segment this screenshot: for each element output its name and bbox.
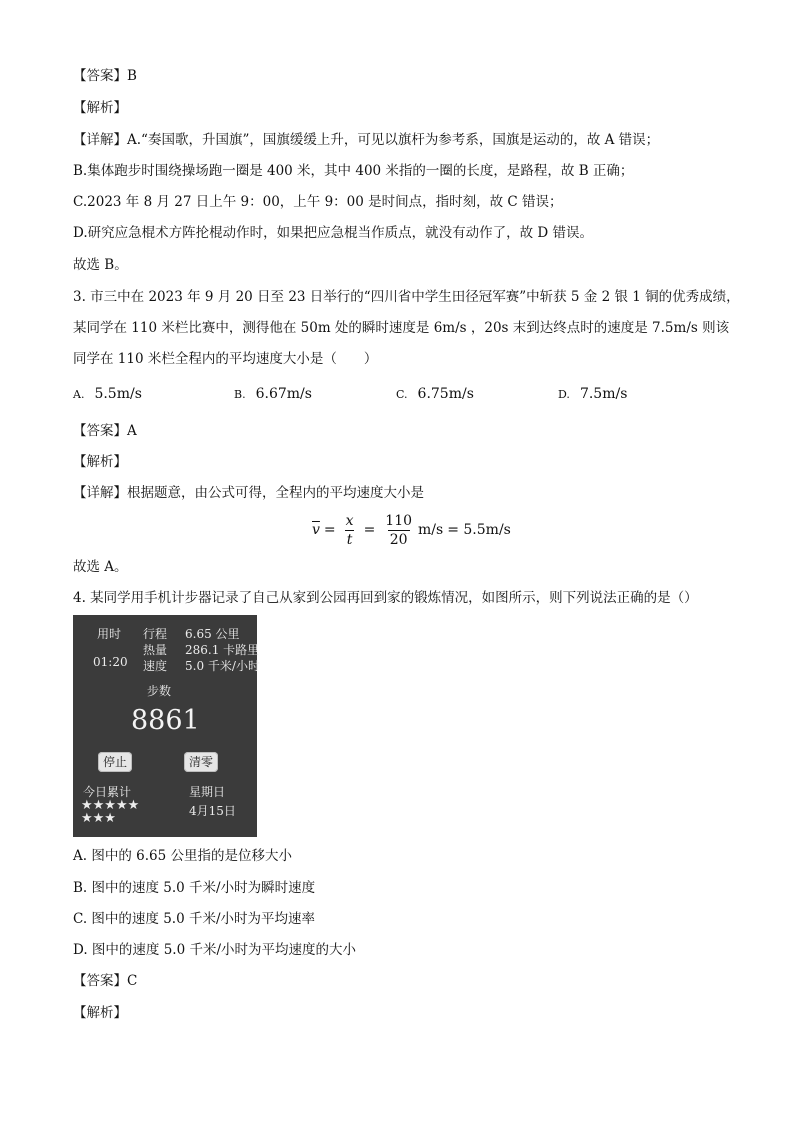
- q3-analysis-tag: 【解析】: [73, 454, 127, 470]
- q3-option-b: B. 6.67m/s: [234, 386, 312, 402]
- q3-stem-line-2: 某同学在 110 米栏比赛中，测得他在 50m 处的瞬时速度是 6m/s ，20s 末到达终点时的速度是 7.5m/s 则该: [73, 320, 730, 336]
- steps-label: 步数: [147, 684, 172, 698]
- formula-fraction-values: $\frac{110}{20}$: [385, 512, 413, 548]
- stars-row-2: ★★★: [81, 811, 116, 826]
- q3-conclusion: 故选 A。: [73, 559, 128, 575]
- heat-label: 热量: [143, 643, 168, 657]
- distance-label: 行程: [143, 627, 168, 641]
- q4-option-c: C. 图中的速度 5.0 千米/小时为平均速率: [73, 911, 316, 927]
- speed-value: 5.0 千米/小时: [185, 659, 260, 673]
- detail-tag: 【详解】: [73, 132, 127, 148]
- q4-option-b: B. 图中的速度 5.0 千米/小时为瞬时速度: [73, 880, 316, 896]
- q3-stem-line-1: 3. 市三中在 2023 年 9 月 20 日至 23 日举行的“四川省中学生田径冠军赛”中斩获 5 金 2 银 1 铜的优秀成绩，: [73, 289, 740, 305]
- answer-line-1: [73, 66, 137, 86]
- answer-value: B: [127, 68, 137, 84]
- detail-c-line: C.2023 年 8 月 27 日上午 9：00，上午 9：00 是时间点，指时刻，故 C 错误；: [73, 194, 563, 210]
- formula-result: = 5.5m/s: [447, 522, 511, 538]
- date-label: 4月15日: [189, 804, 236, 818]
- formula-fraction-x-over-t: $\frac{x}{t}$: [345, 512, 354, 548]
- distance-value: 6.65 公里: [185, 627, 240, 641]
- q4-stem: 4. 某同学用手机计步器记录了自己从家到公园再回到家的锻炼情况，如图所示，则下列说法正确的是（）: [73, 590, 698, 606]
- q4-analysis-tag: 【解析】: [73, 1005, 127, 1021]
- clear-button[interactable]: 清零: [184, 752, 218, 772]
- detail-a-line: [73, 130, 659, 150]
- q4-option-d: D. 图中的速度 5.0 千米/小时为平均速度的大小: [73, 942, 357, 958]
- q3-stem-line-3: 同学在 110 米栏全程内的平均速度大小是（ ）: [73, 351, 378, 367]
- answer-tag: 【答案】: [73, 68, 127, 84]
- stop-button[interactable]: 停止: [98, 752, 132, 772]
- q3-option-d: D. 7.5m/s: [558, 386, 628, 402]
- conclusion-line: 故选 B。: [73, 257, 128, 273]
- q4-answer-line: 【答案】C: [73, 973, 138, 989]
- q3-option-c: C. 6.75m/s: [396, 386, 474, 402]
- detail-a-text: A.“奏国歌，升国旗”，国旗缓缓上升，可见以旗杆为参考系，国旗是运动的，故 A 错误；: [127, 132, 660, 148]
- detail-d-line: D.研究应急棍术方阵抡棍动作时，如果把应急棍当作质点，就没有动作了，故 D 错误。: [73, 225, 594, 241]
- speed-label: 速度: [143, 659, 168, 673]
- time-value: 01:20: [93, 655, 128, 669]
- analysis-tag: 【解析】: [73, 100, 127, 116]
- q4-option-a: A. 图中的 6.65 公里指的是位移大小: [73, 848, 292, 864]
- q3-option-a: A. 5.5m/s: [73, 386, 142, 402]
- q3-detail-line: 【详解】根据题意，由公式可得，全程内的平均速度大小是: [73, 485, 424, 501]
- heat-value: 286.1 卡路里: [185, 643, 260, 657]
- pedometer-screenshot: [73, 615, 260, 837]
- weekday-label: 星期日: [189, 785, 226, 799]
- stars-row-1: ★★★★★: [81, 798, 140, 813]
- formula-velocity-symbol: $\overline{v}$: [312, 522, 320, 538]
- time-label: 用时: [97, 627, 122, 641]
- average-speed-formula: $\overline{v}$ = $\frac{x}{t}$ = $\frac{110}{20}$ m/s = 5.5m/s: [312, 512, 511, 548]
- today-total-label: 今日累计: [83, 785, 132, 799]
- formula-unit: m/s: [418, 522, 444, 538]
- q3-answer-line: 【答案】A: [73, 423, 137, 439]
- detail-b-line: B.集体跑步时围绕操场跑一圈是 400 米，其中 400 米指的一圈的长度，是路程，故 B 正确；: [73, 163, 634, 179]
- steps-value: 8861: [131, 705, 200, 736]
